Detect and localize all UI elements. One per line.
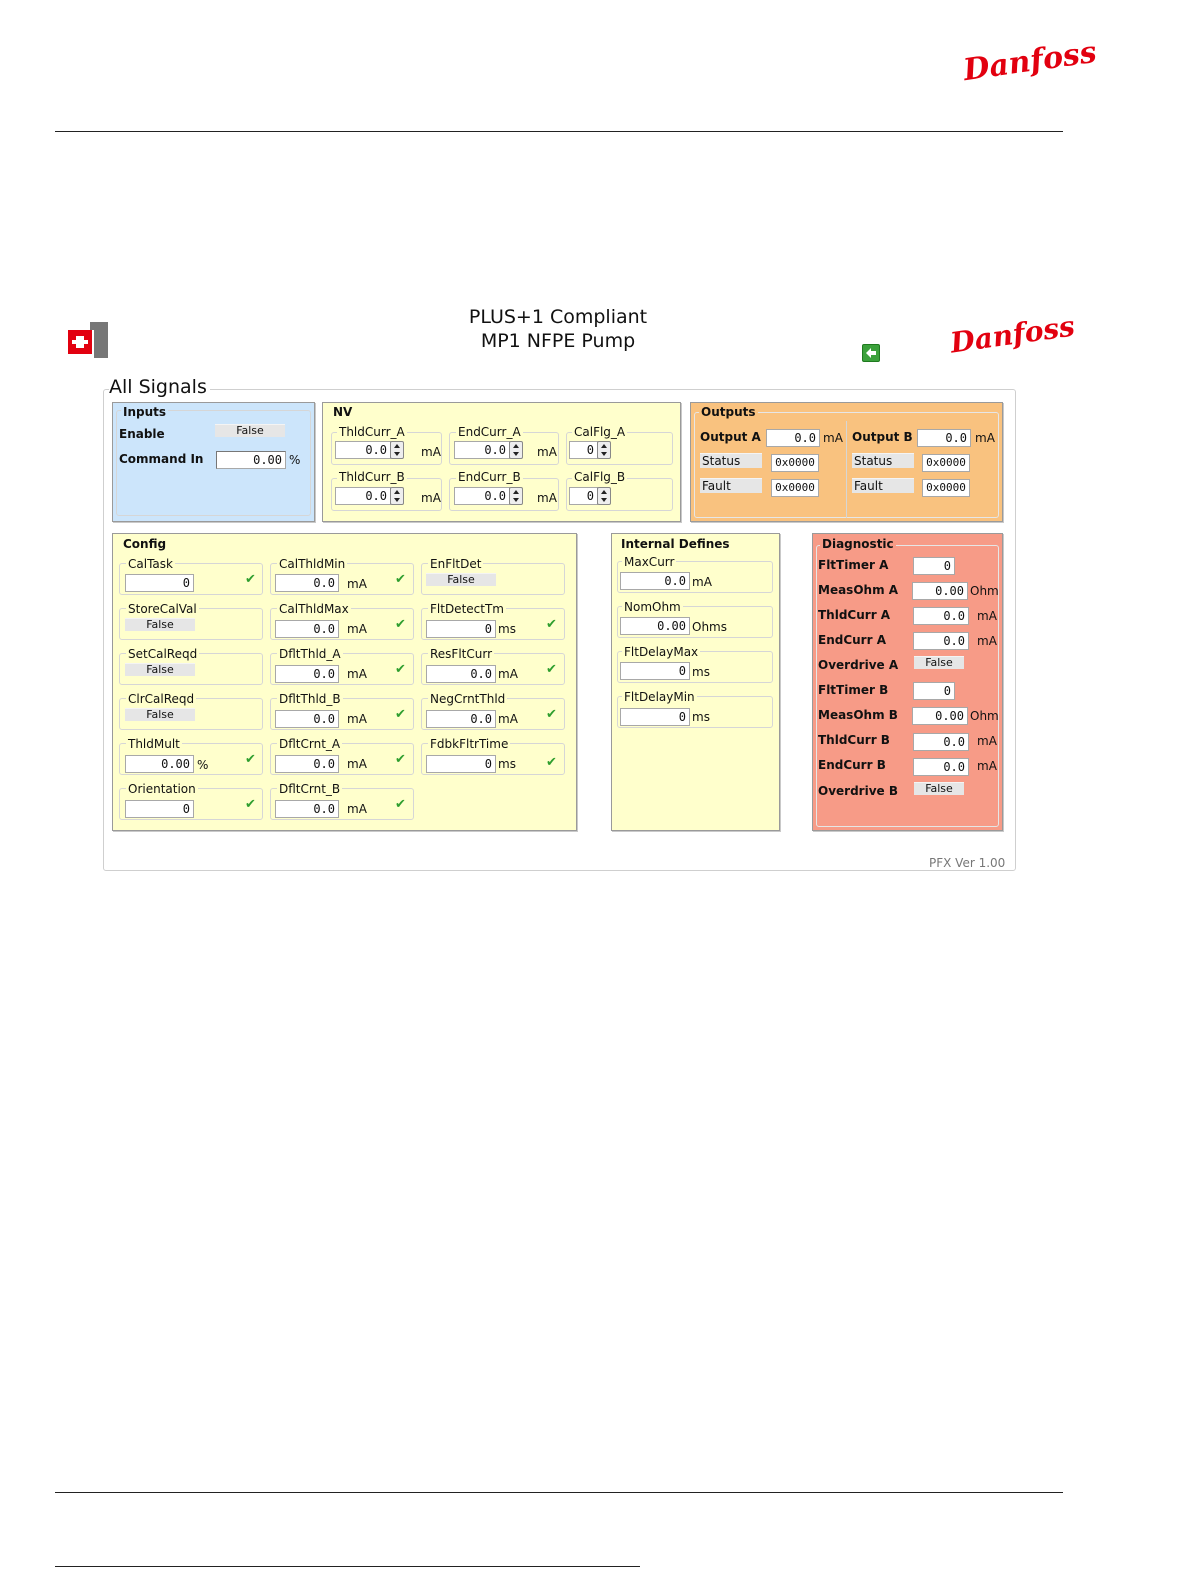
fltdelaymin-label: FltDelayMin xyxy=(624,690,695,704)
diag-label: MeasOhm A xyxy=(818,583,899,597)
dfltcrnt-b-input[interactable]: 0.0 xyxy=(275,800,339,818)
orientation-label: Orientation xyxy=(128,782,196,796)
enable-label: Enable xyxy=(119,427,165,441)
negcrntthld-check-icon[interactable]: ✔ xyxy=(546,707,557,722)
fltdelaymin-value: 0 xyxy=(620,708,690,726)
dfltcrnt-a-unit: mA xyxy=(347,757,367,771)
output-b-status-value: 0x0000 xyxy=(922,454,970,472)
fltdetecttm-unit: ms xyxy=(498,622,516,636)
dfltcrnt-b-unit: mA xyxy=(347,802,367,816)
thldmult-label: ThldMult xyxy=(128,737,180,751)
output-b-value: 0.0 xyxy=(917,429,971,447)
setcalreqd-label: SetCalReqd xyxy=(128,647,198,661)
output-b-label: Output B xyxy=(852,430,913,444)
dfltthld-b-check-icon[interactable]: ✔ xyxy=(395,707,406,722)
diag-unit: mA xyxy=(977,609,997,623)
dfltcrnt-a-input[interactable]: 0.0 xyxy=(275,755,339,773)
diag-label: Overdrive B xyxy=(818,784,898,798)
dfltcrnt-a-label: DfltCrnt_A xyxy=(279,737,341,751)
thldcurr-b-spinner[interactable] xyxy=(390,487,404,505)
calthldmax-unit: mA xyxy=(347,622,367,636)
calthldmax-input[interactable]: 0.0 xyxy=(275,620,339,638)
output-a-fault-label: Fault xyxy=(700,478,762,493)
thldmult-input[interactable]: 0.00 xyxy=(125,755,194,773)
diag-value: 0.0 xyxy=(913,632,969,650)
command-in-label: Command In xyxy=(119,452,204,466)
endcurr-a-unit: mA xyxy=(537,445,557,459)
inputs-title: Inputs xyxy=(123,405,167,419)
footer-bottom-rule xyxy=(55,1566,640,1567)
output-a-label: Output A xyxy=(700,430,761,444)
diag-unit: Ohm xyxy=(970,709,999,723)
thldcurr-a-spinner[interactable] xyxy=(390,441,404,459)
fdbkfltrtime-unit: ms xyxy=(498,757,516,771)
caltask-label: CalTask xyxy=(128,557,173,571)
internal-defines-title: Internal Defines xyxy=(621,537,730,551)
command-in-input[interactable]: 0.00 xyxy=(216,451,286,469)
resfltcurr-check-icon[interactable]: ✔ xyxy=(546,662,557,677)
diag-label: EndCurr A xyxy=(818,633,886,647)
dfltthld-a-label: DfltThld_A xyxy=(279,647,341,661)
fltdelaymax-label: FltDelayMax xyxy=(624,645,699,659)
calthldmin-input[interactable]: 0.0 xyxy=(275,574,339,592)
diagnostic-title: Diagnostic xyxy=(822,537,894,551)
all-signals-label: All Signals xyxy=(109,376,210,398)
fltdetecttm-check-icon[interactable]: ✔ xyxy=(546,617,557,632)
maxcurr-unit: mA xyxy=(692,575,712,589)
enfltdet-value: False xyxy=(426,573,496,586)
output-b-unit: mA xyxy=(975,431,995,445)
resfltcurr-input[interactable]: 0.0 xyxy=(426,665,496,683)
app-title-line2: MP1 NFPE Pump xyxy=(480,330,636,352)
fltdelaymax-value: 0 xyxy=(620,662,690,680)
nomohm-unit: Ohms xyxy=(692,620,727,634)
output-b-fault-label: Fault xyxy=(852,478,914,493)
diag-label: FltTimer B xyxy=(818,683,889,697)
header-rule xyxy=(55,131,1063,132)
maxcurr-label: MaxCurr xyxy=(624,555,675,569)
plus1-logo-icon xyxy=(68,320,114,360)
calflg-b-spinner[interactable] xyxy=(597,487,611,505)
calflg-a-label: CalFlg_A xyxy=(574,425,626,439)
output-a-status-value: 0x0000 xyxy=(771,454,819,472)
diag-unit: mA xyxy=(977,759,997,773)
endcurr-b-label: EndCurr_B xyxy=(458,470,521,484)
caltask-check-icon[interactable]: ✔ xyxy=(245,572,256,587)
fdbkfltrtime-check-icon[interactable]: ✔ xyxy=(546,755,557,770)
caltask-input[interactable]: 0 xyxy=(125,574,194,592)
endcurr-a-input[interactable]: 0.0 xyxy=(454,441,510,459)
diag-unit: mA xyxy=(977,634,997,648)
dfltthld-a-unit: mA xyxy=(347,667,367,681)
storecalval-label: StoreCalVal xyxy=(128,602,197,616)
thldcurr-a-unit: mA xyxy=(421,445,441,459)
config-title: Config xyxy=(123,537,167,551)
negcrntthld-input[interactable]: 0.0 xyxy=(426,710,496,728)
clrcalreqd-value: False xyxy=(125,708,195,721)
diag-flag: False xyxy=(914,656,964,669)
endcurr-b-input[interactable]: 0.0 xyxy=(454,487,510,505)
orientation-check-icon[interactable]: ✔ xyxy=(245,797,256,812)
fltdelaymax-unit: ms xyxy=(692,665,710,679)
diag-unit: mA xyxy=(977,734,997,748)
endcurr-b-unit: mA xyxy=(537,491,557,505)
calflg-a-spinner[interactable] xyxy=(597,441,611,459)
fltdetecttm-input[interactable]: 0 xyxy=(426,620,496,638)
dfltcrnt-a-check-icon[interactable]: ✔ xyxy=(395,752,406,767)
calflg-b-input[interactable]: 0 xyxy=(569,487,598,505)
enable-value: False xyxy=(215,424,285,437)
calthldmin-unit: mA xyxy=(347,577,367,591)
back-arrow-icon[interactable] xyxy=(862,344,880,362)
calflg-b-label: CalFlg_B xyxy=(574,470,626,484)
maxcurr-value: 0.0 xyxy=(620,572,690,590)
resfltcurr-unit: mA xyxy=(498,667,518,681)
diag-value: 0.0 xyxy=(913,733,969,751)
calthldmax-check-icon[interactable]: ✔ xyxy=(395,617,406,632)
diag-label: Overdrive A xyxy=(818,658,899,672)
output-a-status-label: Status xyxy=(700,453,762,468)
thldmult-unit: % xyxy=(197,758,209,772)
output-a-unit: mA xyxy=(823,431,843,445)
outputs-divider xyxy=(846,421,847,518)
diag-label: MeasOhm B xyxy=(818,708,898,722)
thldcurr-b-label: ThldCurr_B xyxy=(339,470,405,484)
orientation-input[interactable]: 0 xyxy=(125,800,194,818)
app-title-line1: PLUS+1 Compliant xyxy=(468,306,648,328)
thldcurr-a-input[interactable]: 0.0 xyxy=(335,441,391,459)
dfltthld-b-unit: mA xyxy=(347,712,367,726)
nomohm-value: 0.00 xyxy=(620,617,690,635)
outputs-title: Outputs xyxy=(701,405,756,419)
diag-value: 0 xyxy=(913,682,955,700)
fdbkfltrtime-input[interactable]: 0 xyxy=(426,755,496,773)
diag-label: EndCurr B xyxy=(818,758,886,772)
diag-unit: Ohm xyxy=(970,584,999,598)
dfltthld-a-input[interactable]: 0.0 xyxy=(275,665,339,683)
resfltcurr-label: ResFltCurr xyxy=(430,647,493,661)
nv-title: NV xyxy=(333,405,353,419)
negcrntthld-unit: mA xyxy=(498,712,518,726)
diag-value: 0.0 xyxy=(913,607,969,625)
calflg-a-input[interactable]: 0 xyxy=(569,441,598,459)
diag-value: 0 xyxy=(913,557,955,575)
dfltcrnt-b-label: DfltCrnt_B xyxy=(279,782,341,796)
fltdetecttm-label: FltDetectTm xyxy=(430,602,504,616)
diag-flag: False xyxy=(914,782,964,795)
endcurr-a-spinner[interactable] xyxy=(509,441,523,459)
dfltcrnt-b-check-icon[interactable]: ✔ xyxy=(395,797,406,812)
dfltthld-a-check-icon[interactable]: ✔ xyxy=(395,662,406,677)
dfltthld-b-label: DfltThld_B xyxy=(279,692,341,706)
negcrntthld-label: NegCrntThld xyxy=(430,692,506,706)
endcurr-a-label: EndCurr_A xyxy=(458,425,521,439)
diag-value: 0.0 xyxy=(913,758,969,776)
calthldmin-label: CalThldMin xyxy=(279,557,346,571)
output-b-status-label: Status xyxy=(852,453,914,468)
fdbkfltrtime-label: FdbkFltrTime xyxy=(430,737,509,751)
diag-value: 0.00 xyxy=(912,582,968,600)
output-a-fault-value: 0x0000 xyxy=(771,479,819,497)
danfoss-logo-app: Danfoss xyxy=(948,309,1077,360)
thldcurr-a-label: ThldCurr_A xyxy=(339,425,405,439)
enfltdet-label: EnFltDet xyxy=(430,557,482,571)
output-b-fault-value: 0x0000 xyxy=(922,479,970,497)
thldcurr-b-unit: mA xyxy=(421,491,441,505)
dfltthld-b-input[interactable]: 0.0 xyxy=(275,710,339,728)
setcalreqd-value: False xyxy=(125,663,195,676)
fltdelaymin-unit: ms xyxy=(692,710,710,724)
diag-label: ThldCurr B xyxy=(818,733,890,747)
footer-rule xyxy=(55,1492,1063,1493)
nomohm-label: NomOhm xyxy=(624,600,681,614)
thldmult-check-icon[interactable]: ✔ xyxy=(245,752,256,767)
endcurr-b-spinner[interactable] xyxy=(509,487,523,505)
version-label: PFX Ver 1.00 xyxy=(929,856,1006,870)
storecalval-value: False xyxy=(125,618,195,631)
calthldmin-check-icon[interactable]: ✔ xyxy=(395,572,406,587)
clrcalreqd-label: ClrCalReqd xyxy=(128,692,195,706)
command-in-unit: % xyxy=(289,453,301,467)
diag-label: ThldCurr A xyxy=(818,608,891,622)
danfoss-logo: Danfoss xyxy=(961,34,1099,89)
diag-value: 0.00 xyxy=(912,707,968,725)
output-a-value: 0.0 xyxy=(766,429,820,447)
calthldmax-label: CalThldMax xyxy=(279,602,349,616)
thldcurr-b-input[interactable]: 0.0 xyxy=(335,487,391,505)
diag-label: FltTimer A xyxy=(818,558,889,572)
